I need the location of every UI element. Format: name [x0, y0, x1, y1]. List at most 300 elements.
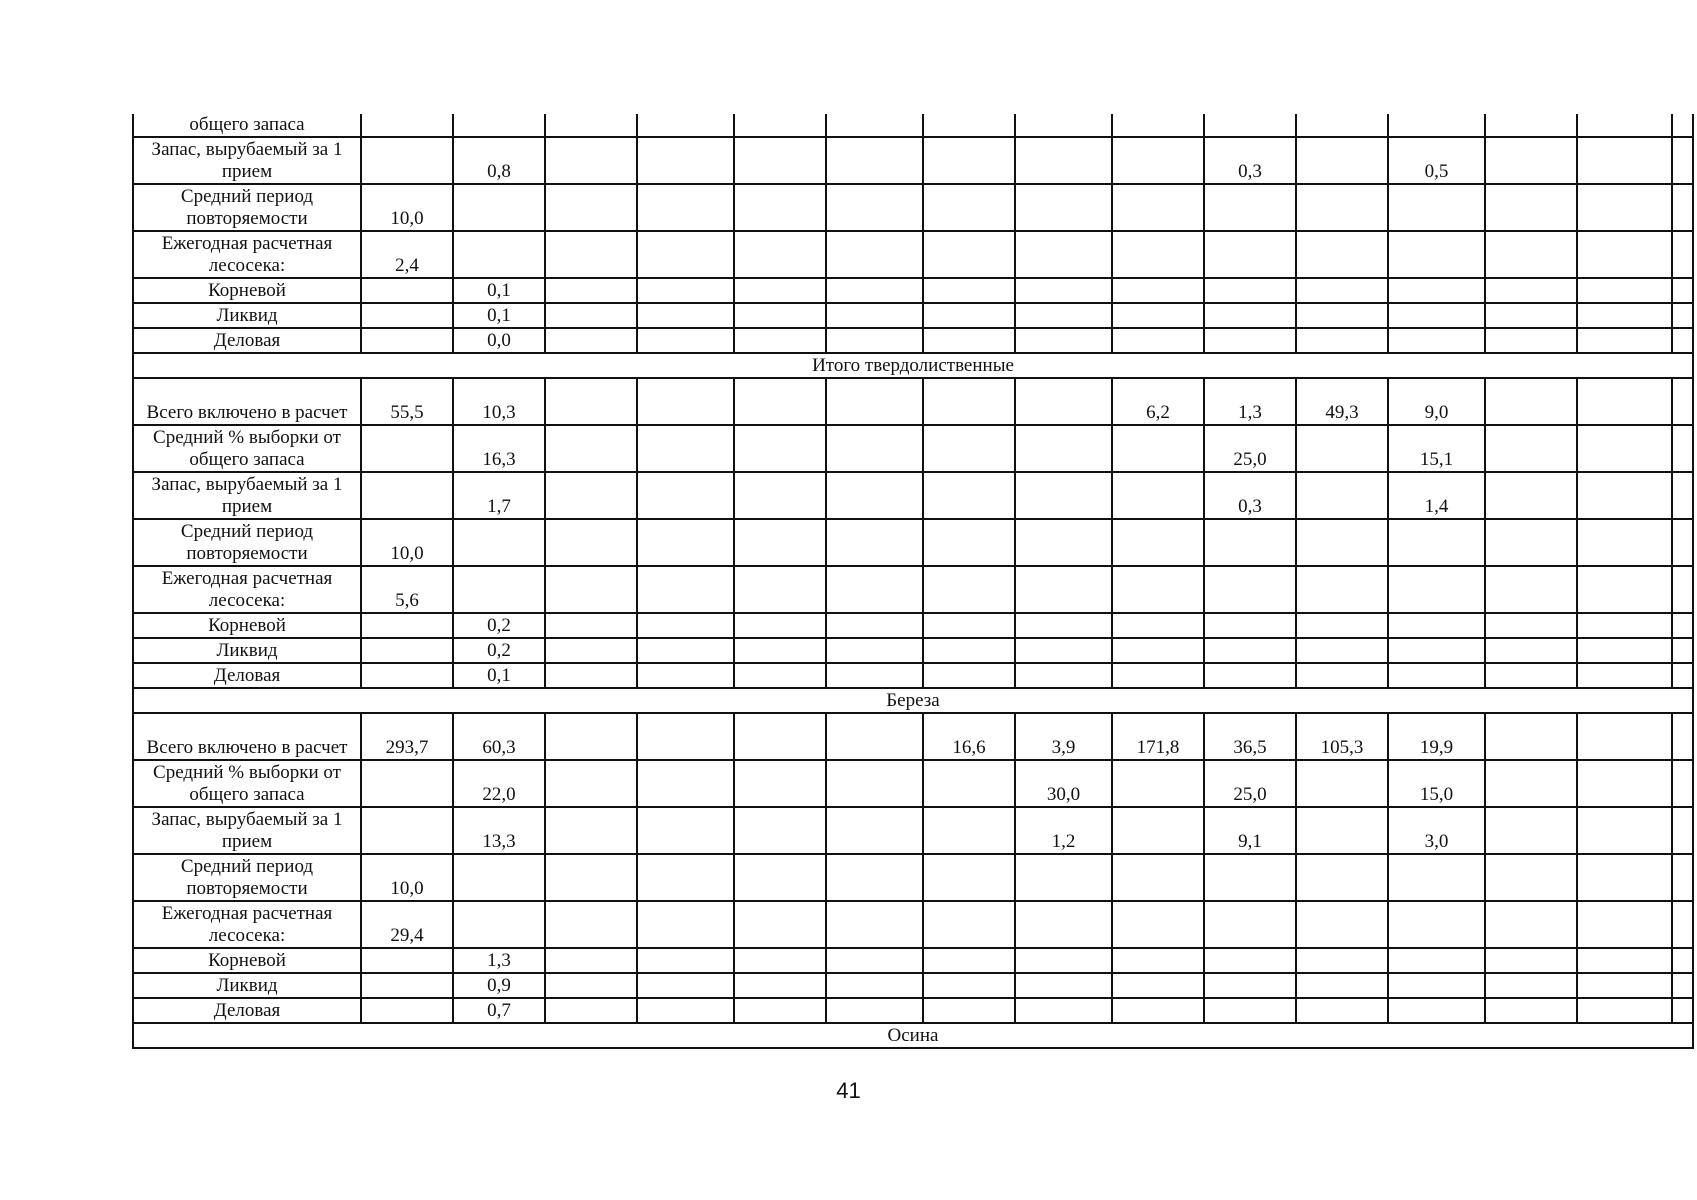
table-cell — [1388, 613, 1485, 638]
table-row — [133, 519, 1693, 566]
table-cell — [1112, 901, 1204, 948]
row-label: Деловая — [133, 328, 361, 353]
table-body — [133, 114, 1693, 1048]
table-cell — [637, 760, 734, 807]
table-cell — [1388, 231, 1485, 278]
table-cell — [1388, 638, 1485, 663]
table-row — [133, 184, 1693, 231]
table-cell: 30,0 — [1015, 760, 1112, 807]
table-cell — [1485, 278, 1577, 303]
table-cell: 6,2 — [1112, 378, 1204, 425]
table-cell: 10,3 — [453, 378, 545, 425]
table-cell — [1112, 998, 1204, 1023]
row-label: Корневой — [133, 948, 361, 973]
table-cell — [734, 613, 826, 638]
table-cell — [1015, 472, 1112, 519]
table-cell: 0,7 — [453, 998, 545, 1023]
table-cell: 0,5 — [1388, 137, 1485, 184]
row-label: общего запаса — [133, 114, 361, 137]
row-label: Деловая — [133, 998, 361, 1023]
row-label: Ликвид — [133, 303, 361, 328]
table-cell: 0,0 — [453, 328, 545, 353]
table-cell — [453, 519, 545, 566]
table-cell — [1112, 472, 1204, 519]
table-cell — [1112, 948, 1204, 973]
table-cell — [1296, 184, 1388, 231]
table-cell — [1388, 184, 1485, 231]
table-row — [133, 713, 1693, 760]
table-cell: 9,1 — [1204, 807, 1296, 854]
table-cell — [1485, 854, 1577, 901]
table-cell — [734, 566, 826, 613]
table-cell — [923, 638, 1015, 663]
section-title: Осина — [133, 1023, 1693, 1048]
table-cell — [361, 760, 453, 807]
table-cell — [826, 807, 923, 854]
table-cell — [545, 973, 637, 998]
table-row — [133, 613, 1693, 638]
table-cell — [1485, 713, 1577, 760]
table-cell — [734, 137, 826, 184]
table-cell — [826, 425, 923, 472]
table-cell — [545, 998, 637, 1023]
table-cell: 10,0 — [361, 184, 453, 231]
table-cell — [453, 566, 545, 613]
section-header-row — [133, 1023, 1693, 1048]
table-cell — [1296, 854, 1388, 901]
row-label: Корневой — [133, 278, 361, 303]
table-cell — [545, 519, 637, 566]
table-cell: 293,7 — [361, 713, 453, 760]
table-cell — [637, 231, 734, 278]
table-cell — [637, 328, 734, 353]
table-cell — [545, 713, 637, 760]
table-cell — [1672, 948, 1693, 973]
table-cell — [923, 566, 1015, 613]
table-cell — [1672, 472, 1693, 519]
table-cell — [1204, 901, 1296, 948]
table-row — [133, 472, 1693, 519]
table-cell — [923, 519, 1015, 566]
table-cell — [1204, 184, 1296, 231]
table-cell — [361, 613, 453, 638]
table-cell — [637, 998, 734, 1023]
table-cell — [545, 378, 637, 425]
table-cell — [1672, 901, 1693, 948]
table-cell — [1015, 948, 1112, 973]
table-cell — [1296, 278, 1388, 303]
table-cell — [923, 278, 1015, 303]
table-cell — [1015, 328, 1112, 353]
table-row — [133, 566, 1693, 613]
table-cell — [361, 663, 453, 688]
table-cell — [1204, 973, 1296, 998]
table-cell — [1485, 425, 1577, 472]
table-cell: 55,5 — [361, 378, 453, 425]
table-cell — [1388, 278, 1485, 303]
table-cell — [545, 231, 637, 278]
table-cell — [1204, 663, 1296, 688]
table-row — [133, 303, 1693, 328]
table-cell — [1204, 854, 1296, 901]
table-row — [133, 278, 1693, 303]
table-row — [133, 663, 1693, 688]
table-cell — [826, 663, 923, 688]
row-label: Ежегодная расчетная лесосека: — [133, 901, 361, 948]
table-cell — [1672, 378, 1693, 425]
table-cell — [923, 807, 1015, 854]
table-cell — [1577, 328, 1672, 353]
table-cell — [361, 114, 453, 137]
table-cell — [361, 807, 453, 854]
table-cell — [1672, 519, 1693, 566]
table-cell — [826, 303, 923, 328]
table-cell: 5,6 — [361, 566, 453, 613]
table-cell — [1296, 303, 1388, 328]
table-cell — [1485, 973, 1577, 998]
table-cell — [1577, 713, 1672, 760]
table-cell — [1204, 328, 1296, 353]
table-row — [133, 378, 1693, 425]
section-title: Итого твердолиственные — [133, 353, 1693, 378]
table-cell: 10,0 — [361, 854, 453, 901]
table-cell — [637, 114, 734, 137]
table-cell — [545, 472, 637, 519]
table-cell — [1485, 760, 1577, 807]
table-cell — [637, 807, 734, 854]
table-cell — [637, 519, 734, 566]
table-cell — [1577, 901, 1672, 948]
table-cell — [361, 328, 453, 353]
table-cell — [826, 948, 923, 973]
table-cell: 171,8 — [1112, 713, 1204, 760]
table-cell — [637, 566, 734, 613]
table-row — [133, 901, 1693, 948]
table-cell — [1112, 854, 1204, 901]
table-cell — [1485, 184, 1577, 231]
table-cell — [545, 663, 637, 688]
table-cell — [1577, 760, 1672, 807]
table-cell — [1577, 854, 1672, 901]
table-cell — [734, 948, 826, 973]
table-cell — [1296, 328, 1388, 353]
table-cell: 15,1 — [1388, 425, 1485, 472]
table-cell — [1112, 184, 1204, 231]
table-cell — [1112, 613, 1204, 638]
page-number: 41 — [836, 1078, 861, 1103]
table-row — [133, 998, 1693, 1023]
table-cell — [1672, 278, 1693, 303]
table-cell — [1577, 807, 1672, 854]
table-cell — [361, 278, 453, 303]
table-cell — [1015, 854, 1112, 901]
table-cell — [1577, 278, 1672, 303]
table-cell — [826, 973, 923, 998]
table-cell — [1015, 184, 1112, 231]
table-cell — [637, 425, 734, 472]
table-cell — [826, 519, 923, 566]
table-cell — [1672, 973, 1693, 998]
table-cell — [923, 184, 1015, 231]
table-cell — [826, 638, 923, 663]
table-cell — [361, 948, 453, 973]
table-cell — [734, 713, 826, 760]
table-cell — [826, 114, 923, 137]
table-cell — [361, 998, 453, 1023]
table-cell — [1485, 663, 1577, 688]
table-cell — [734, 638, 826, 663]
table-cell — [923, 901, 1015, 948]
row-label: Запас, вырубаемый за 1 прием — [133, 137, 361, 184]
table-cell: 0,9 — [453, 973, 545, 998]
table-cell — [826, 278, 923, 303]
table-cell — [1485, 948, 1577, 973]
table-cell — [1672, 328, 1693, 353]
table-cell — [1204, 566, 1296, 613]
table-row — [133, 328, 1693, 353]
table-cell — [1112, 137, 1204, 184]
table-cell: 29,4 — [361, 901, 453, 948]
table-cell — [1388, 519, 1485, 566]
table-cell: 3,0 — [1388, 807, 1485, 854]
table-cell — [1296, 901, 1388, 948]
table-cell — [1577, 472, 1672, 519]
row-label: Средний % выборки от общего запаса — [133, 760, 361, 807]
table-cell — [826, 760, 923, 807]
table-cell — [826, 566, 923, 613]
table-cell — [1296, 425, 1388, 472]
table-cell — [1296, 519, 1388, 566]
table-cell — [1485, 638, 1577, 663]
table-cell — [1388, 566, 1485, 613]
table-cell — [545, 114, 637, 137]
table-cell — [637, 713, 734, 760]
table-cell — [637, 184, 734, 231]
table-cell — [1112, 231, 1204, 278]
table-cell — [545, 948, 637, 973]
table-cell: 0,3 — [1204, 472, 1296, 519]
table-cell — [734, 328, 826, 353]
table-cell — [1388, 114, 1485, 137]
table-cell: 3,9 — [1015, 713, 1112, 760]
table-cell — [637, 663, 734, 688]
table-cell — [923, 114, 1015, 137]
table-cell — [545, 425, 637, 472]
table-cell — [1388, 854, 1485, 901]
table-cell — [923, 328, 1015, 353]
table-cell — [361, 303, 453, 328]
table-cell — [637, 472, 734, 519]
table-cell — [923, 948, 1015, 973]
table-cell — [361, 425, 453, 472]
table-cell — [826, 998, 923, 1023]
row-label: Ликвид — [133, 973, 361, 998]
table-cell — [1204, 278, 1296, 303]
table-cell — [1204, 613, 1296, 638]
table-cell — [734, 663, 826, 688]
table-cell — [1672, 566, 1693, 613]
table-cell — [1204, 303, 1296, 328]
table-cell — [453, 854, 545, 901]
table-cell — [1296, 231, 1388, 278]
table-cell — [1485, 566, 1577, 613]
table-cell — [923, 303, 1015, 328]
data-table — [132, 114, 1694, 1049]
table-cell — [1296, 472, 1388, 519]
table-cell — [1388, 328, 1485, 353]
table-cell: 13,3 — [453, 807, 545, 854]
row-label: Корневой — [133, 613, 361, 638]
table-cell — [545, 807, 637, 854]
table-cell — [1672, 137, 1693, 184]
table-row — [133, 948, 1693, 973]
table-cell — [1577, 425, 1672, 472]
table-cell — [1672, 854, 1693, 901]
table-row — [133, 137, 1693, 184]
table-cell — [361, 973, 453, 998]
table-cell — [1296, 137, 1388, 184]
table-cell — [1485, 328, 1577, 353]
table-cell — [923, 425, 1015, 472]
table-cell — [1296, 760, 1388, 807]
table-cell: 9,0 — [1388, 378, 1485, 425]
table-cell — [826, 472, 923, 519]
table-cell — [1204, 948, 1296, 973]
table-cell: 60,3 — [453, 713, 545, 760]
table-cell — [1112, 303, 1204, 328]
table-cell — [1577, 566, 1672, 613]
table-cell — [1112, 638, 1204, 663]
table-cell — [734, 901, 826, 948]
table-cell — [1204, 638, 1296, 663]
table-cell — [1672, 760, 1693, 807]
table-cell — [1485, 137, 1577, 184]
table-cell — [923, 760, 1015, 807]
table-cell — [1672, 425, 1693, 472]
table-cell — [1388, 948, 1485, 973]
table-cell — [734, 998, 826, 1023]
table-cell — [1296, 663, 1388, 688]
table-cell: 16,6 — [923, 713, 1015, 760]
table-row — [133, 231, 1693, 278]
table-cell — [545, 638, 637, 663]
table-cell: 1,4 — [1388, 472, 1485, 519]
table-cell: 0,2 — [453, 613, 545, 638]
table-cell — [1577, 973, 1672, 998]
table-cell — [361, 638, 453, 663]
table-cell — [734, 519, 826, 566]
table-cell — [1204, 519, 1296, 566]
table-cell — [453, 231, 545, 278]
table-cell — [545, 184, 637, 231]
table-cell — [1015, 613, 1112, 638]
table-cell — [923, 663, 1015, 688]
table-cell — [1015, 663, 1112, 688]
table-cell — [1015, 638, 1112, 663]
table-cell: 1,7 — [453, 472, 545, 519]
table-cell: 0,1 — [453, 278, 545, 303]
table-cell — [637, 137, 734, 184]
row-label: Ежегодная расчетная лесосека: — [133, 231, 361, 278]
table-cell — [1485, 231, 1577, 278]
table-cell: 15,0 — [1388, 760, 1485, 807]
table-cell — [734, 973, 826, 998]
table-cell — [1388, 663, 1485, 688]
table-cell — [1577, 231, 1672, 278]
table-cell — [1296, 807, 1388, 854]
row-label: Ликвид — [133, 638, 361, 663]
table-cell — [826, 854, 923, 901]
table-cell — [1485, 114, 1577, 137]
table-row — [133, 425, 1693, 472]
table-cell — [1112, 519, 1204, 566]
table-cell: 22,0 — [453, 760, 545, 807]
table-cell: 36,5 — [1204, 713, 1296, 760]
table-cell — [545, 760, 637, 807]
table-row — [133, 638, 1693, 663]
table-cell — [1577, 998, 1672, 1023]
table-cell — [923, 973, 1015, 998]
table-cell: 0,2 — [453, 638, 545, 663]
table-cell — [1015, 425, 1112, 472]
table-cell — [1204, 231, 1296, 278]
table-cell — [1577, 137, 1672, 184]
table-cell — [637, 948, 734, 973]
table-cell — [923, 231, 1015, 278]
table-cell — [1296, 566, 1388, 613]
table-cell: 2,4 — [361, 231, 453, 278]
table-cell — [1672, 638, 1693, 663]
table-cell — [734, 114, 826, 137]
row-label: Средний период повторяемости — [133, 854, 361, 901]
table-cell: 10,0 — [361, 519, 453, 566]
table-cell — [545, 901, 637, 948]
table-cell — [1577, 114, 1672, 137]
table-row — [133, 114, 1693, 137]
table-cell — [734, 807, 826, 854]
table-cell — [734, 472, 826, 519]
table-cell — [826, 231, 923, 278]
table-cell — [1204, 114, 1296, 137]
table-cell — [453, 184, 545, 231]
table-cell — [1672, 613, 1693, 638]
row-label: Ежегодная расчетная лесосека: — [133, 566, 361, 613]
table-cell — [1672, 303, 1693, 328]
table-cell — [637, 638, 734, 663]
table-cell — [1015, 231, 1112, 278]
table-cell — [1672, 114, 1693, 137]
table-cell — [734, 854, 826, 901]
table-cell — [826, 137, 923, 184]
table-cell — [545, 854, 637, 901]
row-label: Всего включено в расчет — [133, 713, 361, 760]
row-label: Средний период повторяемости — [133, 184, 361, 231]
table-cell — [1388, 998, 1485, 1023]
table-cell — [545, 328, 637, 353]
table-cell — [1485, 472, 1577, 519]
table-cell — [826, 713, 923, 760]
table-cell: 1,3 — [453, 948, 545, 973]
table-cell — [1485, 303, 1577, 328]
row-label: Всего включено в расчет — [133, 378, 361, 425]
table-cell — [1672, 998, 1693, 1023]
table-cell — [1296, 948, 1388, 973]
row-label: Запас, вырубаемый за 1 прием — [133, 807, 361, 854]
table-cell — [1296, 998, 1388, 1023]
table-cell — [1577, 378, 1672, 425]
table-row — [133, 807, 1693, 854]
table-cell — [1015, 998, 1112, 1023]
